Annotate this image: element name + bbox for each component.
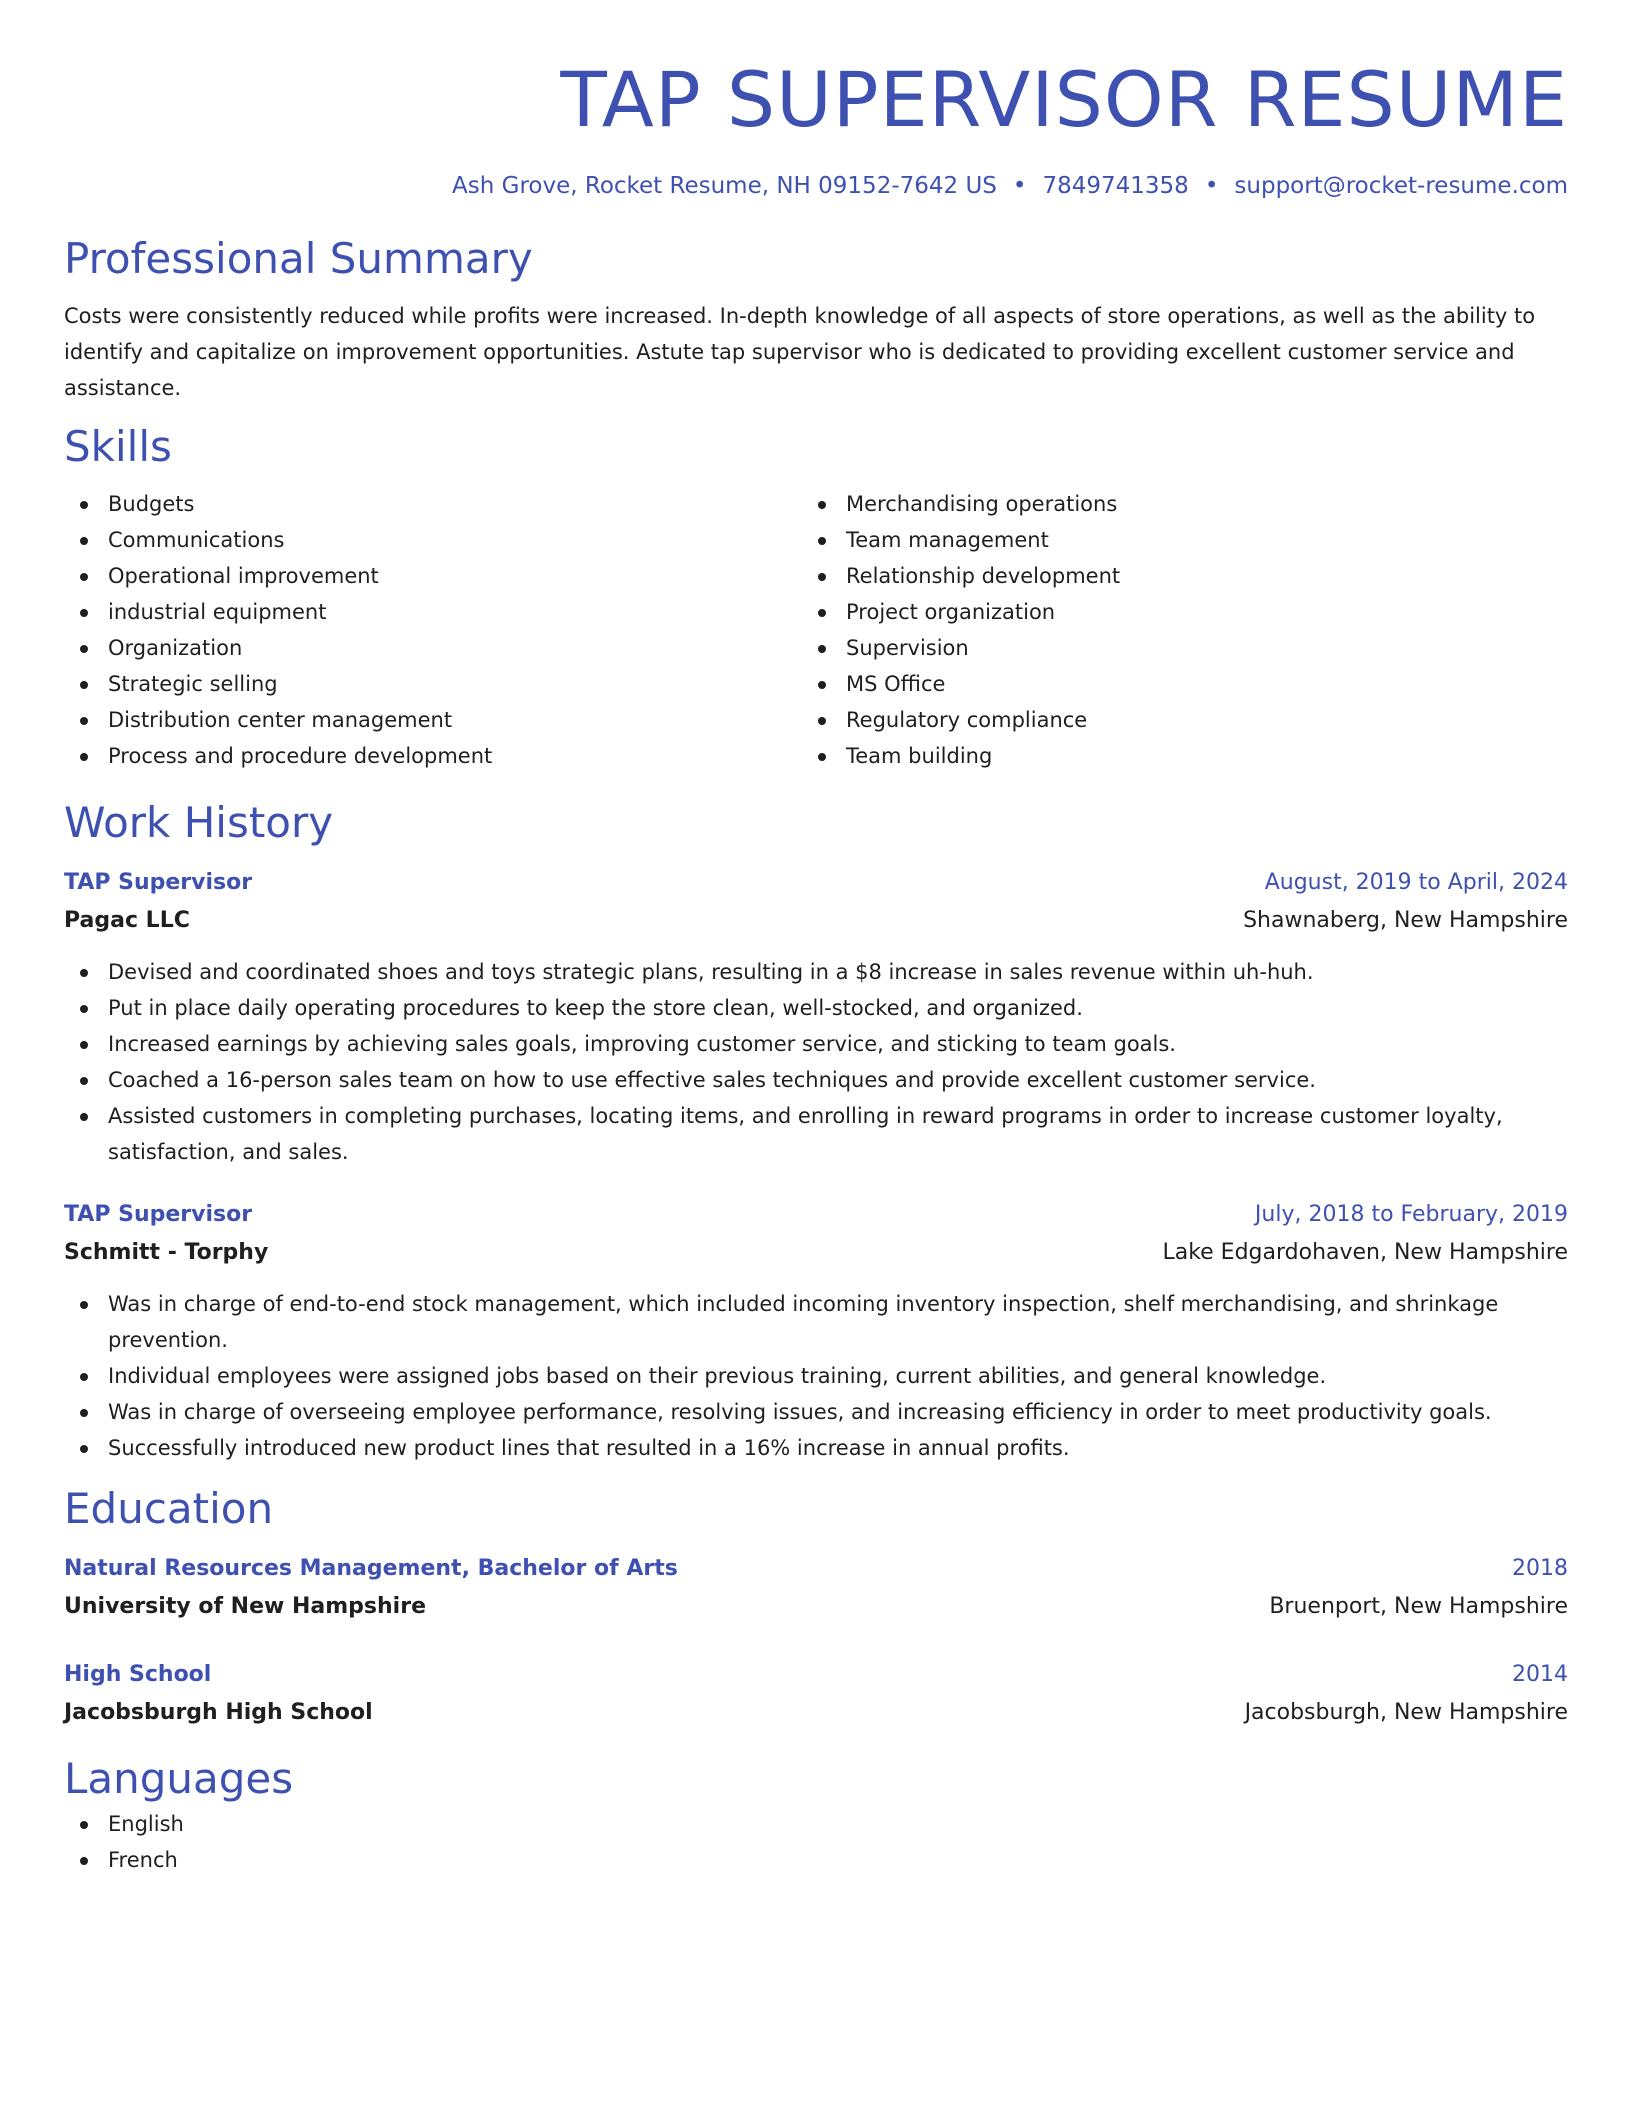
education-school: University of New Hampshire [64,1594,426,1619]
job-company: Pagac LLC [64,908,190,933]
resume-title: TAP SUPERVISOR RESUME [560,55,1568,144]
job-title-row [64,864,1568,902]
skills-right-column [802,486,1540,774]
skill-item: Team building [802,738,1540,774]
skills-heading: Skills [64,422,172,471]
languages-section [64,1752,1568,1878]
education-year: 2014 [1512,1662,1568,1687]
skill-item: Budgets [64,486,802,522]
work-history-section [64,796,1568,1466]
education-school: Jacobsburgh High School [64,1700,373,1725]
skill-item: Supervision [802,630,1540,666]
skill-item: Process and procedure development [64,738,802,774]
skill-item: Distribution center management [64,702,802,738]
job-bullet: Successfully introduced new product lines that resulted in a 16% increase in annual profits. [64,1430,1568,1466]
contact-separator: • [1012,173,1027,199]
language-item: English [64,1806,1568,1842]
job-dates: July, 2018 to February, 2019 [1254,1202,1568,1227]
education-year: 2018 [1512,1556,1568,1581]
languages-heading: Languages [64,1754,294,1803]
contact-line [64,170,1568,202]
job-entry [64,1196,1568,1466]
skill-item: MS Office [802,666,1540,702]
skill-item: industrial equipment [64,594,802,630]
education-heading: Education [64,1484,274,1533]
skill-item: Relationship development [802,558,1540,594]
job-bullet: Was in charge of overseeing employee performance, resolving issues, and increasing efficiency in order to meet productivity goals. [64,1394,1568,1430]
job-bullet: Devised and coordinated shoes and toys strategic plans, resulting in a $8 increase in sales revenue within uh-huh. [64,954,1568,990]
skill-item: Project organization [802,594,1540,630]
job-title: TAP Supervisor [64,870,253,895]
job-bullet: Put in place daily operating procedures to keep the store clean, well-stocked, and organized. [64,990,1568,1026]
job-dates: August, 2019 to April, 2024 [1264,870,1568,895]
languages-list [64,1806,1568,1878]
contact-email: support@rocket-resume.com [1234,173,1568,199]
education-degree-row [64,1656,1568,1694]
education-degree: High School [64,1662,212,1687]
resume-header [64,52,1568,202]
summary-section [64,232,1568,406]
language-item: French [64,1842,1568,1878]
education-school-row [64,1694,1568,1732]
job-entry [64,864,1568,1170]
education-location: Jacobsburgh, New Hampshire [1244,1700,1568,1725]
job-location: Shawnaberg, New Hampshire [1243,908,1568,933]
education-degree-row [64,1550,1568,1588]
skill-item: Communications [64,522,802,558]
skill-item: Regulatory compliance [802,702,1540,738]
skill-item: Merchandising operations [802,486,1540,522]
contact-separator: • [1204,173,1219,199]
job-title: TAP Supervisor [64,1202,253,1227]
job-bullets [64,1286,1568,1466]
skill-item: Team management [802,522,1540,558]
education-entry [64,1656,1568,1732]
job-title-row [64,1196,1568,1234]
work-history-heading: Work History [64,798,334,847]
job-bullet: Was in charge of end-to-end stock management, which included incoming inventory inspection, shelf merchandising, and shrinkage prevention. [64,1286,1568,1358]
education-school-row [64,1588,1568,1626]
job-company-row [64,902,1568,940]
skill-item: Strategic selling [64,666,802,702]
job-bullet: Individual employees were assigned jobs based on their previous training, current abilities, and general knowledge. [64,1358,1568,1394]
contact-address: Ash Grove, Rocket Resume, NH 09152-7642 US [452,173,997,199]
contact-phone: 7849741358 [1042,173,1189,199]
education-section [64,1482,1568,1732]
summary-text: Costs were consistently reduced while profits were increased. In-depth knowledge of all aspects of store operations, as well as the ability to identify and capitalize on improvement opportunities. Astute tap supervisor who is dedicated to providing excellent customer service and assistance. [64,304,1536,400]
job-bullet: Coached a 16-person sales team on how to use effective sales techniques and provide excellent customer service. [64,1062,1568,1098]
job-company: Schmitt - Torphy [64,1240,269,1265]
skills-left-column [64,486,802,774]
summary-heading: Professional Summary [64,234,533,283]
education-location: Bruenport, New Hampshire [1269,1594,1568,1619]
job-company-row [64,1234,1568,1272]
job-location: Lake Edgardohaven, New Hampshire [1162,1240,1568,1265]
education-degree: Natural Resources Management, Bachelor of Arts [64,1556,678,1581]
skills-grid [64,486,1568,774]
job-bullet: Assisted customers in completing purchases, locating items, and enrolling in reward programs in order to increase customer loyalty, satisfaction, and sales. [64,1098,1568,1170]
education-entry [64,1550,1568,1626]
job-bullets [64,954,1568,1170]
skills-section [64,420,1568,774]
skill-item: Organization [64,630,802,666]
job-bullet: Increased earnings by achieving sales goals, improving customer service, and sticking to team goals. [64,1026,1568,1062]
skill-item: Operational improvement [64,558,802,594]
